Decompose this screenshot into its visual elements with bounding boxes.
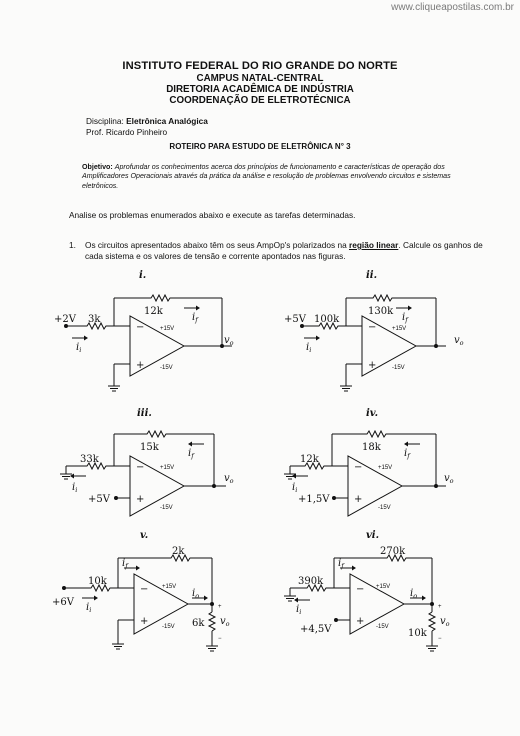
circuit-v-io: i xyxy=(192,588,196,599)
intro-text: Analise os problemas enumerados abaixo e execute as tarefas determinadas. xyxy=(69,210,356,220)
circuit-vi-if-sub: f xyxy=(341,562,344,570)
circuit-iii-vn: -15V xyxy=(160,505,173,511)
circuit-i-if: i xyxy=(192,312,196,323)
circuit-iv-minus: − xyxy=(354,462,363,473)
circuit-vi-vo: v xyxy=(440,616,446,627)
svg-text:ii xyxy=(76,342,81,354)
circuit-vi-io: i xyxy=(410,588,414,599)
objective-text: Aprofundar os conhecimentos acerca dos princípios de funcionamento e características de operação dos Amplificadores Operacionais através da prática da análise e resolução de problemas envolvendo circuitos e sistemas eletrônicos. xyxy=(82,163,451,190)
svg-text:ii xyxy=(306,342,311,354)
circuit-i-plus: + xyxy=(136,360,145,371)
circuit-v-vo: v xyxy=(220,616,226,627)
circuit-i-minus: − xyxy=(136,322,145,333)
circuit-ii-plus: + xyxy=(368,360,377,371)
circuit-i-vo: v xyxy=(224,335,230,346)
circuit-vi-out-minus: − xyxy=(438,636,442,642)
circuit-iv xyxy=(284,408,454,516)
institution-title: INSTITUTO FEDERAL DO RIO GRANDE DO NORTE xyxy=(122,60,398,72)
circuit-i-ri: 3k xyxy=(88,314,101,325)
circuit-vi-vn: -15V xyxy=(376,624,389,630)
svg-text:ii xyxy=(72,482,77,494)
circuit-ii-vn: -15V xyxy=(392,365,405,371)
circuit-vi-out-plus: + xyxy=(438,604,442,610)
circuit-v-label: v. xyxy=(140,530,149,541)
circuit-vi-ii-sub: i xyxy=(299,608,302,616)
circuit-vi-rf: 270k xyxy=(380,546,406,557)
circuit-i-rf: 12k xyxy=(144,306,163,317)
svg-text:if xyxy=(404,448,411,460)
circuit-i-ii-sub: i xyxy=(79,346,82,354)
circuit-vi-rl: 10k xyxy=(408,628,427,639)
circuit-iv-if: i xyxy=(404,448,408,459)
circuit-v-vs: +15V xyxy=(162,584,177,590)
circuit-v-out-minus: − xyxy=(218,636,222,642)
coordination-title: COORDENAÇÃO DE ELETROTÉCNICA xyxy=(169,95,351,106)
circuit-iii-if: i xyxy=(188,448,192,459)
discipline-label: Disciplina: xyxy=(86,116,127,126)
circuit-vi-vo-sub: o xyxy=(445,620,450,628)
circuit-ii-vin: +5V xyxy=(284,314,306,325)
circuit-iii-if-sub: f xyxy=(191,452,194,460)
circuit-iii-ii: i xyxy=(72,482,76,493)
circuit-i-vn: -15V xyxy=(160,365,173,371)
circuit-v-rl: 6k xyxy=(192,618,205,629)
svg-text:io xyxy=(192,588,199,600)
circuit-vi-io-sub: o xyxy=(413,592,418,600)
watermark: www.cliqueapostilas.com.br xyxy=(391,2,514,13)
circuit-ii-vo: v xyxy=(454,335,460,346)
circuit-v-plus: + xyxy=(140,616,149,627)
circuit-iii-vo-sub: o xyxy=(229,477,234,485)
svg-text:io xyxy=(410,588,417,600)
circuit-vi-if: i xyxy=(338,558,342,569)
svg-text:vo xyxy=(224,473,234,485)
question-text-before: Os circuitos apresentados abaixo têm os seus AmpOp's polarizados na xyxy=(85,240,349,250)
circuit-v-out-plus: + xyxy=(218,604,222,610)
circuit-ii-ri: 100k xyxy=(314,314,340,325)
circuit-iii xyxy=(60,408,234,516)
circuit-iii-label: iii. xyxy=(137,408,152,419)
circuit-v-ii-sub: i xyxy=(89,606,92,614)
circuit-iii-ri: 33k xyxy=(80,454,99,465)
circuit-i-vo-sub: o xyxy=(229,339,234,347)
circuit-ii-if-sub: f xyxy=(405,316,408,324)
circuit-i-vs: +15V xyxy=(160,326,175,332)
svg-text:ii xyxy=(86,602,91,614)
circuit-iv-ii-sub: i xyxy=(295,486,298,494)
campus-title: CAMPUS NATAL-CENTRAL xyxy=(196,73,324,84)
circuit-vi-vin: +4,5V xyxy=(300,624,332,635)
circuit-iv-vo: v xyxy=(444,473,450,484)
svg-text:vo xyxy=(440,616,450,628)
circuit-ii-vo-sub: o xyxy=(459,339,464,347)
circuit-iv-vs: +15V xyxy=(378,465,393,471)
circuit-vi-minus: − xyxy=(356,584,365,595)
circuit-i-label: i. xyxy=(139,270,147,281)
circuit-iv-plus: + xyxy=(354,494,363,505)
circuit-v-if: i xyxy=(122,558,126,569)
circuit-iii-vo: v xyxy=(224,473,230,484)
svg-text:if xyxy=(192,312,199,324)
circuit-v-io-sub: o xyxy=(195,592,200,600)
circuit-vi-vs: +15V xyxy=(376,584,391,590)
document-title: ROTEIRO PARA ESTUDO DE ELETRÔNICA N° 3 xyxy=(169,142,351,151)
svg-text:ii xyxy=(292,482,297,494)
circuit-v xyxy=(52,530,230,651)
directorate-title: DIRETORIA ACADÊMICA DE INDÚSTRIA xyxy=(166,84,354,95)
discipline-value: Eletrônica Analógica xyxy=(126,116,208,126)
circuit-ii-minus: − xyxy=(368,322,377,333)
circuit-vi-ii: i xyxy=(296,604,300,615)
circuit-i xyxy=(54,270,234,391)
circuit-ii-ii: i xyxy=(306,342,310,353)
question-number: 1. xyxy=(69,240,76,250)
circuit-iii-vin: +5V xyxy=(88,494,110,505)
svg-text:vo xyxy=(220,616,230,628)
circuit-i-vin: +2V xyxy=(54,314,76,325)
svg-text:vo xyxy=(454,335,464,347)
question-text-after: . Calcule os ganhos de cada sistema e os valores de tensão e corrente apontados nas figuras. xyxy=(85,240,483,261)
circuit-iii-plus: + xyxy=(136,494,145,505)
circuit-v-vn: -15V xyxy=(162,624,175,630)
circuit-vi-ri: 390k xyxy=(298,576,324,587)
svg-text:vo xyxy=(444,473,454,485)
circuit-i-if-sub: f xyxy=(195,316,198,324)
circuit-iv-rf: 18k xyxy=(362,442,381,453)
circuit-iii-vs: +15V xyxy=(160,465,175,471)
circuit-vi xyxy=(284,530,450,651)
circuit-ii-rf: 130k xyxy=(368,306,394,317)
circuit-ii xyxy=(284,270,464,391)
svg-text:vo xyxy=(224,335,234,347)
circuit-iv-vn: -15V xyxy=(378,505,391,511)
circuit-ii-label: ii. xyxy=(366,270,378,281)
svg-text:if xyxy=(402,312,409,324)
teacher-line: Prof. Ricardo Pinheiro xyxy=(86,127,168,137)
circuit-v-ii: i xyxy=(86,602,90,613)
circuit-iii-ii-sub: i xyxy=(75,486,78,494)
circuit-v-minus: − xyxy=(140,584,149,595)
circuit-vi-label: vi. xyxy=(366,530,380,541)
circuit-ii-if: i xyxy=(402,312,406,323)
circuit-iv-if-sub: f xyxy=(407,452,410,460)
svg-text:ii xyxy=(296,604,301,616)
svg-text:if xyxy=(188,448,195,460)
circuit-v-ri: 10k xyxy=(88,576,107,587)
circuit-iii-minus: − xyxy=(136,462,145,473)
circuit-iv-label: iv. xyxy=(366,408,379,419)
circuit-iv-ii: i xyxy=(292,482,296,493)
circuit-v-vin: +6V xyxy=(52,597,74,608)
circuit-ii-vs: +15V xyxy=(392,326,407,332)
circuit-v-if-sub: f xyxy=(125,562,128,570)
circuit-v-rf: 2k xyxy=(172,546,185,557)
circuit-vi-plus: + xyxy=(356,616,365,627)
objective-label: Objetivo: xyxy=(82,163,113,171)
question-highlight: região linear xyxy=(349,240,399,250)
circuit-iv-vin: +1,5V xyxy=(298,494,330,505)
circuit-v-vo-sub: o xyxy=(225,620,230,628)
circuit-iv-vo-sub: o xyxy=(449,477,454,485)
circuit-ii-ii-sub: i xyxy=(309,346,312,354)
circuit-iii-rf: 15k xyxy=(140,442,159,453)
circuit-iv-ri: 12k xyxy=(300,454,319,465)
circuit-i-ii: i xyxy=(76,342,80,353)
